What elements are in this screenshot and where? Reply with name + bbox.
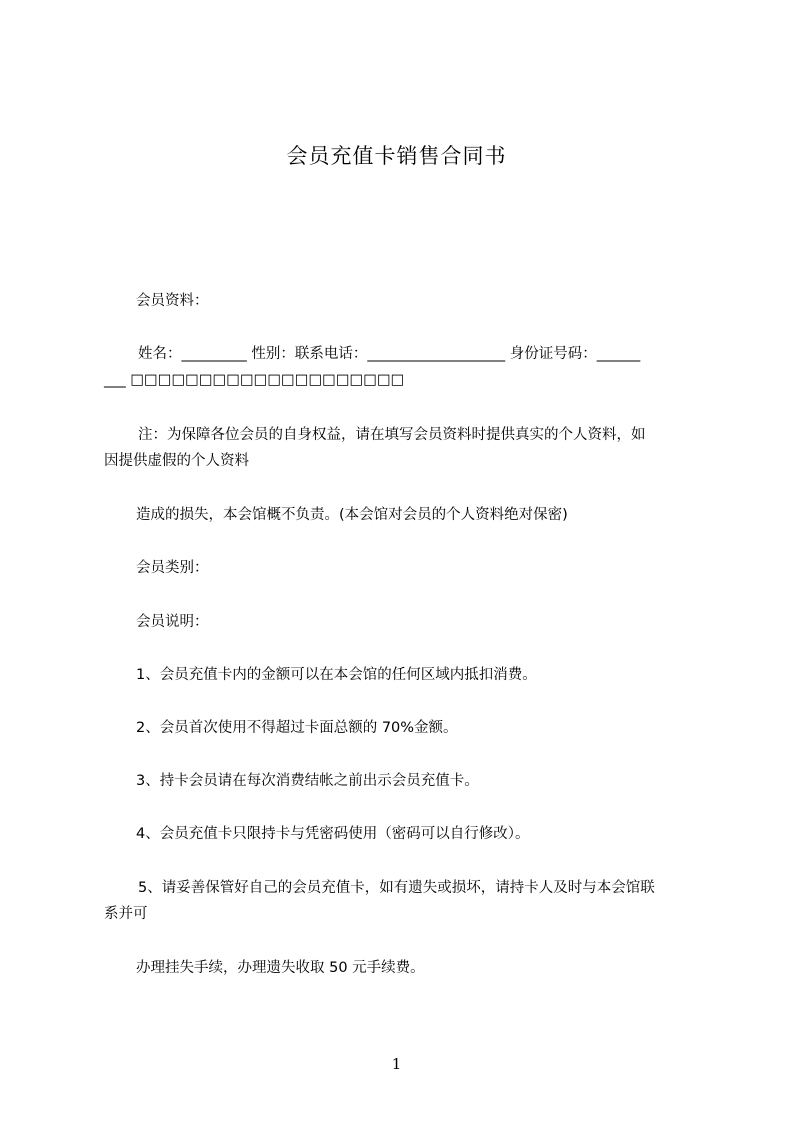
info-line-2-blank: ___ [104, 372, 126, 388]
note-line-3: 造成的损失，本会馆概不负责。(本会馆对会员的个人资料绝对保密) [136, 507, 568, 523]
rule-5-line-1: 5、请妥善保管好自己的会员充值卡，如有遗失或损坏，请持卡人及时与本会馆联 [138, 880, 655, 896]
rule-2: 2、会员首次使用不得超过卡面总额的 70%金额。 [136, 720, 458, 736]
member-notes-label: 会员说明： [136, 614, 209, 630]
note-line-2: 因提供虚假的个人资料 [104, 453, 249, 469]
rule-5-line-3: 办理挂失手续，办理遗失收取 50 元手续费。 [136, 960, 425, 976]
rule-3: 3、持卡会员请在每次消费结帐之前出示会员充值卡。 [136, 773, 479, 789]
rule-1: 1、会员充值卡内的金额可以在本会馆的任何区域内抵扣消费。 [136, 667, 537, 683]
info-line-1: 姓名：_________ 性别：联系电话：___________________ 身份证号码：______ [138, 346, 641, 362]
member-category-label: 会员类别： [136, 560, 209, 576]
member-info-label: 会员资料： [136, 293, 209, 309]
note-line-1: 注：为保障各位会员的自身权益，请在填写会员资料时提供真实的个人资料，如 [138, 427, 646, 443]
page-number: 1 [391, 1055, 402, 1073]
document-title: 会员充值卡销售合同书 [286, 144, 507, 168]
rule-4: 4、会员充值卡只限持卡与凭密码使用（密码可以自行修改）。 [136, 826, 530, 842]
info-line-2-boxes: □□□□□□□□□□□□□□□□□□□□ [130, 372, 405, 388]
rule-5-line-2: 系并可 [104, 906, 148, 922]
info-line-2 [104, 370, 404, 391]
